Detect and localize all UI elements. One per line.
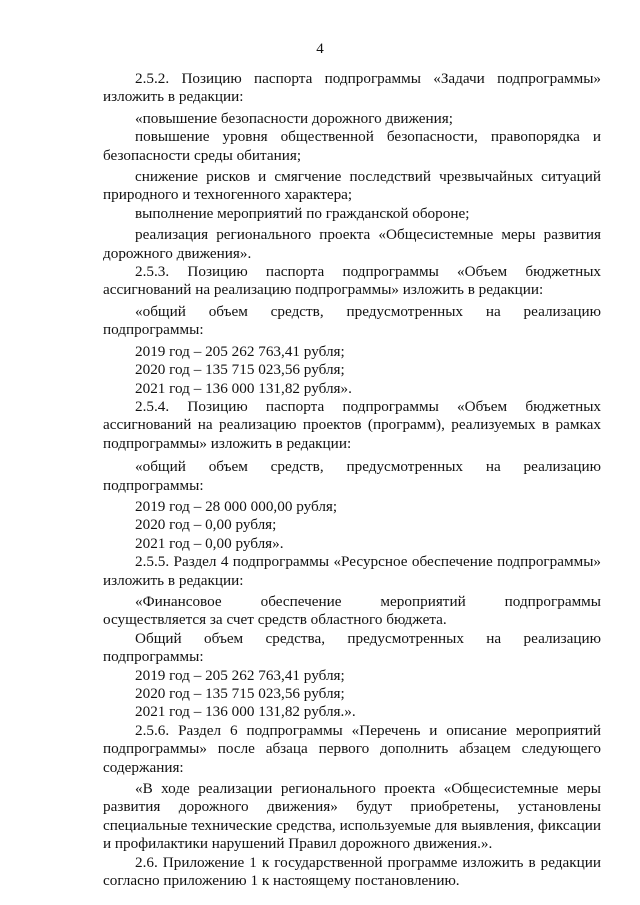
paragraph: Общий объем средства, предусмотренных на реализацию подпрограммы: [103, 629, 601, 666]
paragraph: «общий объем средств, предусмотренных на реализацию подпрограммы: [103, 302, 601, 339]
paragraph: «В ходе реализации регионального проекта «Общесистемные меры развития дорожного движения» будут приобретены, установлены специальные технические средства, используемые для выявления, фиксации и профилактики нарушений Правил дорожного движения.». [103, 780, 601, 853]
paragraph: 2.6. Приложение 1 к государственной программе изложить в редакции согласно приложению 1 к настоящему постановлению. [103, 853, 601, 890]
paragraph: 2.5.5. Раздел 4 подпрограммы «Ресурсное обеспечение подпрограммы» изложить в редакции: [103, 553, 601, 589]
page-number: 4 [316, 41, 324, 57]
paragraph: снижение рисков и смягчение последствий чрезвычайных ситуаций природного и техногенного характера; [103, 168, 601, 204]
paragraph: 2019 год – 28 000 000,00 рубля; [135, 497, 338, 515]
paragraph: 2.5.2. Позицию паспорта подпрограммы «Задачи подпрограммы» изложить в редакции: [103, 70, 601, 106]
paragraph: 2021 год – 136 000 131,82 рубля.». [135, 703, 356, 721]
paragraph: 2.5.4. Позицию паспорта подпрограммы «Объем бюджетных ассигнований на реализацию проектов (программ), реализуемых в рамках подпрограммы» изложить в редакции: [103, 397, 601, 452]
paragraph: реализация регионального проекта «Общесистемные меры развития дорожного движения». [103, 226, 601, 262]
paragraph: повышение уровня общественной безопасности, правопорядка и безопасности среды обитания; [103, 128, 601, 164]
paragraph: 2.5.6. Раздел 6 подпрограммы «Перечень и описание мероприятий подпрограммы» после абзаца первого дополнить абзацем следующего содержания: [103, 721, 601, 776]
paragraph: 2021 год – 0,00 рубля». [135, 534, 284, 552]
paragraph: «Финансовое обеспечение мероприятий подпрограммы осуществляется за счет средств областного бюджета. [103, 592, 601, 629]
paragraph: 2020 год – 135 715 023,56 рубля; [135, 361, 345, 379]
paragraph: 2019 год – 205 262 763,41 рубля; [135, 666, 345, 684]
paragraph: 2019 год – 205 262 763,41 рубля; [135, 342, 345, 360]
paragraph: «общий объем средств, предусмотренных на реализацию подпрограммы: [103, 458, 601, 494]
paragraph: 2020 год – 135 715 023,56 рубля; [135, 685, 345, 702]
paragraph: 2021 год – 136 000 131,82 рубля». [135, 379, 352, 397]
paragraph: «повышение безопасности дорожного движения; [135, 109, 453, 127]
paragraph: выполнение мероприятий по гражданской обороне; [135, 204, 470, 222]
paragraph: 2.5.3. Позицию паспорта подпрограммы «Объем бюджетных ассигнований на реализацию подпрограммы» изложить в редакции: [103, 263, 601, 299]
paragraph: 2020 год – 0,00 рубля; [135, 516, 277, 534]
document-body [103, 70, 601, 890]
